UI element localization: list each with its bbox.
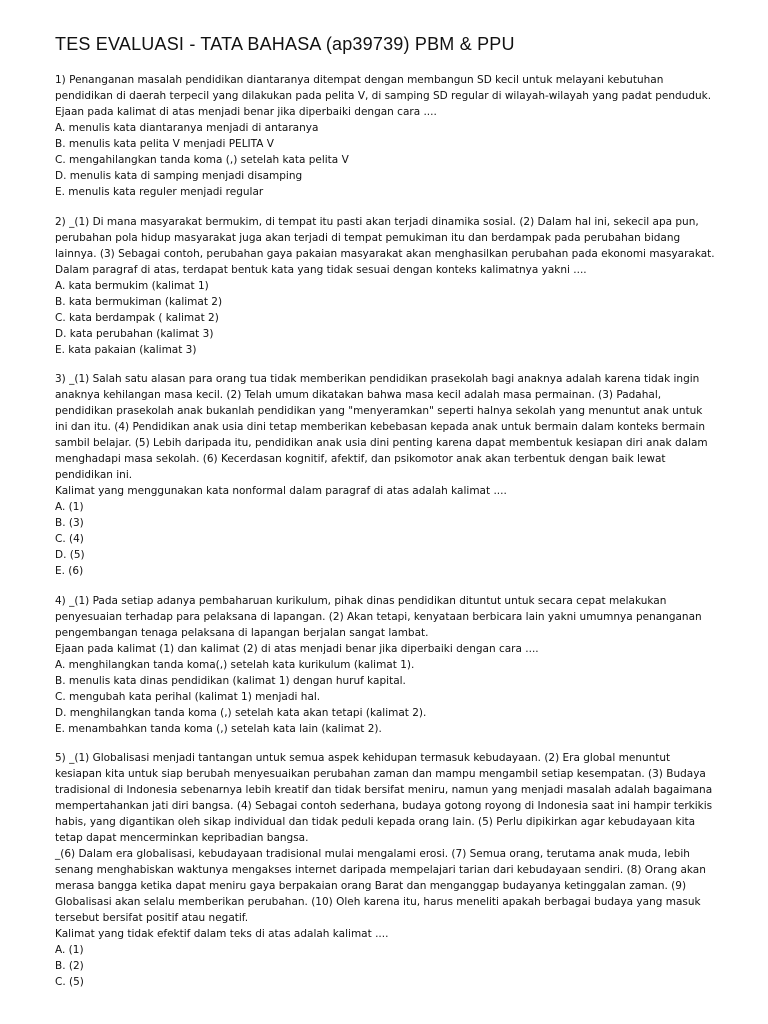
- question-3-option-a: A. (1): [55, 501, 84, 513]
- question-4-stem: 4) _(1) Pada setiap adanya pembaharuan kurikulum, pihak dinas pendidikan dituntut untuk secara cepat melakukan penyesuaian terhadap para pelaksana di lapangan. (2) Akan tetapi, kenyataan berbicara lain yakni umumnya penanganan pengembangan tenaga pelaksana di lapangan berjalan sangat lambat.: [55, 594, 702, 639]
- question-5-option-b: B. (2): [55, 960, 84, 972]
- question-5-option-a: A. (1): [55, 944, 84, 956]
- question-1-stem: 1) Penanganan masalah pendidikan diantaranya ditempat dengan membangun SD kecil untuk melayani kebutuhan pendidikan di daerah terpecil yang dilakukan pada pelita V, di samping SD regular di wilayah-wilayah yang padat penduduk.: [55, 74, 712, 102]
- question-1-prompt: Ejaan pada kalimat di atas menjadi benar jika diperbaiki dengan cara ....: [55, 106, 437, 118]
- question-1: [55, 72, 718, 200]
- question-4-option-e: E. menambahkan tanda koma (,) setelah kata lain (kalimat 2).: [55, 722, 382, 735]
- question-1-option-e: E. menulis kata reguler menjadi regular: [55, 186, 264, 198]
- page-title: TES EVALUASI - TATA BAHASA (ap39739) PBM & PPU: [55, 34, 515, 54]
- question-4: [55, 593, 718, 737]
- question-3-option-c: C. (4): [55, 533, 84, 545]
- question-2-option-d: D. kata perubahan (kalimat 3): [55, 327, 214, 340]
- question-2: [55, 214, 718, 358]
- question-3-option-d: D. (5): [55, 549, 85, 561]
- question-5-stem: 5) _(1) Globalisasi menjadi tantangan untuk semua aspek kehidupan termasuk kebudayaan. (2) Era global menuntut kesiapan kita untuk siap berubah menyesuaikan perubahan zaman dan mampu mengambil setiap kesempatan. (3) Budaya tradisional di Indonesia sebenarnya lebih kreatif dan tidak bersifat meniru, namun yang menjadi masalah adalah bagaimana mempertahankan jati diri bangsa. (4) Sebagai contoh sederhana, budaya gotong royong di Indonesia saat ini hampir terkikis habis, yang digantikan oleh sikap individual dan tidak peduli kepada orang lain. (5) Perlu dipikirkan agar kebudayaan kita tetap dapat mencerminkan kepribadian bangsa.: [55, 752, 713, 844]
- question-1-option-a: A. menulis kata diantaranya menjadi di antaranya: [55, 122, 319, 134]
- question-4-option-d: D. menghilangkan tanda koma (,) setelah kata akan tetapi (kalimat 2).: [55, 706, 427, 719]
- question-1-option-b: B. menulis kata pelita V menjadi PELITA V: [55, 138, 274, 150]
- question-2-stem: 2) _(1) Di mana masyarakat bermukim, di tempat itu pasti akan terjadi dinamika sosial. (2) Dalam hal ini, sekecil apa pun, perubahan pola hidup masyarakat juga akan terjadi di tempat pemukiman itu dan berdampak pada perubahan bidang lainnya. (3) Sebagai contoh, perubahan gaya pakaian masyarakat akan menghasilkan perubahan pada ekonomi masyarakat.: [55, 215, 715, 260]
- question-2-option-e: E. kata pakaian (kalimat 3): [55, 343, 197, 356]
- question-4-prompt: Ejaan pada kalimat (1) dan kalimat (2) di atas menjadi benar jika diperbaiki dengan cara ....: [55, 642, 539, 655]
- question-5-option-c: C. (5): [55, 976, 84, 988]
- question-3-option-e: E. (6): [55, 565, 84, 577]
- question-3-stem: 3) _(1) Salah satu alasan para orang tua tidak memberikan pendidikan prasekolah bagi anaknya adalah karena tidak ingin anaknya kehilangan masa kecil. (2) Telah umum dikatakan bahwa masa kecil adalah masa permainan. (3) Padahal, pendidikan prasekolah anak bukanlah pendidikan yang "menyeramkan" seperti halnya sekolah yang menuntut anak untuk ini dan itu. (4) Pendidikan anak usia dini tetap memberikan kebebasan kepada anak untuk bermain dalam konteks bermain sambil belajar. (5) Lebih daripada itu, pendidikan anak usia dini penting karena dapat membentuk kesiapan diri anak dalam menghadapi masa sekolah. (6) Kecerdasan kognitif, afektif, dan psikomotor anak akan terbentuk dengan baik lewat pendidikan ini.: [55, 373, 708, 481]
- question-5-stem-continued: _(6) Dalam era globalisasi, kebudayaan tradisional mulai mengalami erosi. (7) Semua orang, terutama anak muda, lebih senang menghabiskan waktunya mengakses internet daripada mempelajari tarian dari kebudayaan sendiri. (8) Orang akan merasa bangga ketika dapat meniru gaya berpakaian orang Barat dan menganggap budayanya ketinggalan zaman. (9) Globalisasi akan selalu memberikan perubahan. (10) Oleh karena itu, harus meneliti apakah berbagai budaya yang masuk tersebut bersifat positif atau negatif.: [55, 848, 706, 924]
- question-3-option-b: B. (3): [55, 517, 84, 529]
- question-2-option-b: B. kata bermukiman (kalimat 2): [55, 295, 223, 308]
- question-list: [55, 72, 718, 990]
- question-4-option-b: B. menulis kata dinas pendidikan (kalimat 1) dengan huruf kapital.: [55, 674, 406, 687]
- question-4-option-a: A. menghilangkan tanda koma(,) setelah kata kurikulum (kalimat 1).: [55, 658, 415, 671]
- question-1-option-d: D. menulis kata di samping menjadi disamping: [55, 170, 303, 182]
- question-2-option-a: A. kata bermukim (kalimat 1): [55, 279, 209, 292]
- question-3-prompt: Kalimat yang menggunakan kata nonformal dalam paragraf di atas adalah kalimat ....: [55, 485, 507, 497]
- question-5-prompt: Kalimat yang tidak efektif dalam teks di atas adalah kalimat ....: [55, 928, 389, 940]
- question-3: [55, 371, 718, 579]
- question-4-option-c: C. mengubah kata perihal (kalimat 1) menjadi hal.: [55, 690, 321, 703]
- question-2-option-c: C. kata berdampak ( kalimat 2): [55, 311, 219, 324]
- question-1-option-c: C. mengahilangkan tanda koma (,) setelah kata pelita V: [55, 154, 349, 166]
- question-2-prompt: Dalam paragraf di atas, terdapat bentuk kata yang tidak sesuai dengan konteks kalimatnya yakni ....: [55, 263, 587, 276]
- question-5: [55, 750, 718, 990]
